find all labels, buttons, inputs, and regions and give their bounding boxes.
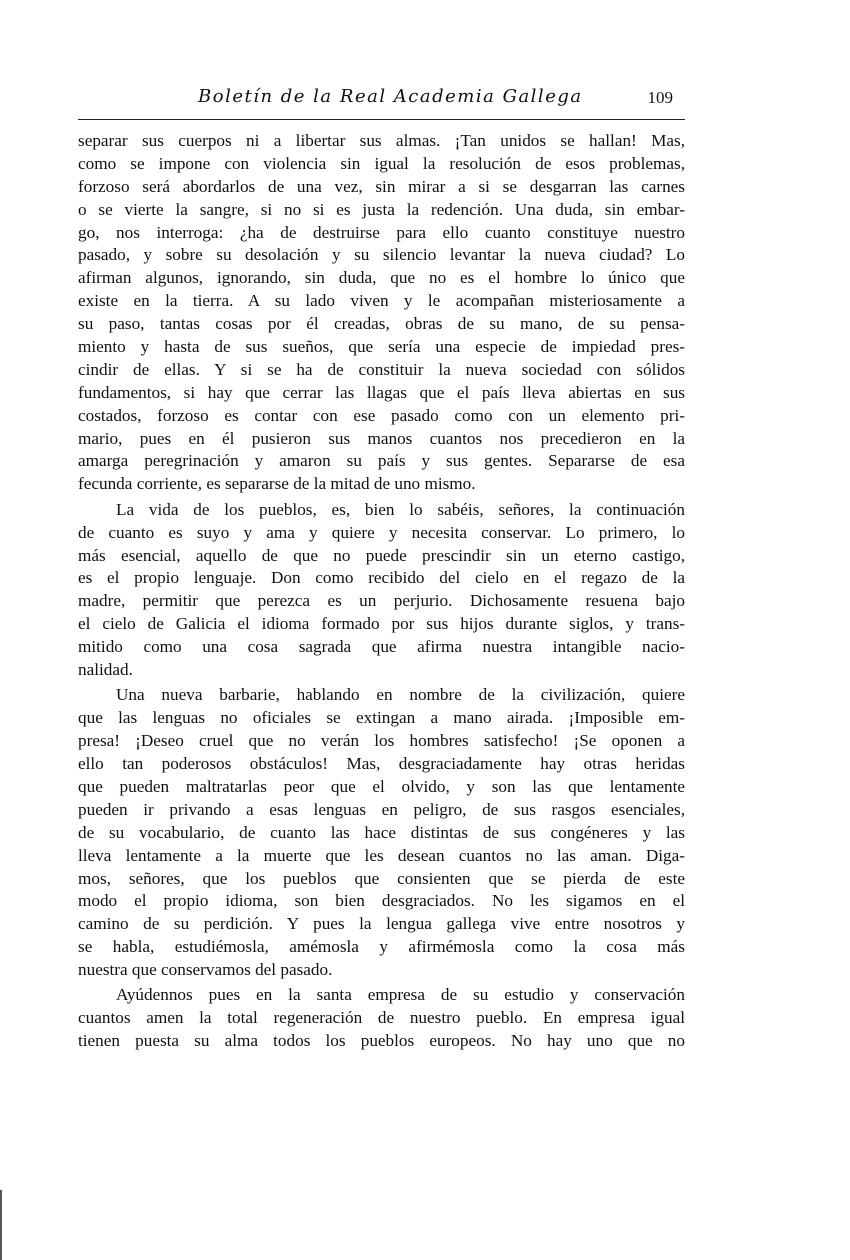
text-line: Ayúdennos pues en la santa empresa de su estudio y conservación bbox=[116, 985, 685, 1005]
paragraph bbox=[78, 984, 685, 1053]
text-line: de su vocabulario, de cuanto las hace distintas de sus congéneres y las bbox=[78, 822, 685, 842]
text-line: madre, permitir que perezca es un perjurio. Dichosamente resuena bajo bbox=[78, 591, 685, 611]
text-line: costados, forzoso es contar con ese pasado como con un elemento pri- bbox=[78, 405, 685, 425]
text-line: ello tan poderosos obstáculos! Mas, desgraciadamente hay otras heridas bbox=[78, 754, 685, 774]
text-line: Una nueva barbarie, hablando en nombre de la civilización, quiere bbox=[116, 685, 685, 705]
running-title: Boletín de la Real Academia Gallega bbox=[198, 86, 583, 107]
paragraph bbox=[78, 499, 685, 682]
text-line: cuantos amen la total regeneración de nuestro pueblo. En empresa igual bbox=[78, 1008, 685, 1028]
text-line: amarga peregrinación y amaron su país y sus gentes. Separarse de esa bbox=[78, 451, 685, 471]
header-rule bbox=[78, 119, 685, 120]
page-number: 109 bbox=[647, 88, 673, 107]
text-line: tienen puesta su alma todos los pueblos europeos. No hay uno que no bbox=[78, 1031, 685, 1051]
text-line: cindir de ellas. Y si se ha de constituir la nueva sociedad con sólidos bbox=[78, 359, 685, 379]
text-line: separar sus cuerpos ni a libertar sus almas. ¡Tan unidos se hallan! Mas, bbox=[78, 131, 685, 150]
text-line: forzoso será abordarlos de una vez, sin mirar a si se desgarran las carnes bbox=[78, 176, 685, 196]
text-line: se habla, estudiémosla, amémosla y afirmémosla como la cosa más bbox=[78, 937, 685, 957]
text-line: mitido como una cosa sagrada que afirma nuestra intangible nacio- bbox=[78, 637, 685, 657]
page-body bbox=[78, 130, 685, 1056]
text-line: pueden ir privando a esas lenguas en peligro, de sus rasgos esenciales, bbox=[78, 799, 685, 819]
text-line: que pueden maltratarlas peor que el olvido, y son las que lentamente bbox=[78, 776, 685, 796]
paragraph bbox=[78, 684, 685, 982]
text-line: de cuanto es suyo y ama y quiere y necesita conservar. Lo primero, lo bbox=[78, 522, 685, 542]
text-line: afirman algunos, ignorando, sin duda, que no es el hombre lo único que bbox=[78, 268, 685, 288]
text-line: fundamentos, si hay que cerrar las llagas que el país lleva abiertas en sus bbox=[78, 382, 685, 402]
scan-edge-mark bbox=[0, 1190, 2, 1260]
text-line: La vida de los pueblos, es, bien lo sabéis, señores, la continuación bbox=[116, 499, 685, 519]
text-line: existe en la tierra. A su lado viven y le acompañan misteriosamente a bbox=[78, 291, 685, 311]
text-line: el cielo de Galicia el idioma formado por sus hijos durante siglos, y trans- bbox=[78, 614, 685, 634]
text-line: camino de su perdición. Y pues la lengua gallega vive entre nosotros y bbox=[78, 914, 685, 934]
text-line: es el propio lenguaje. Don como recibido del cielo en el regazo de la bbox=[78, 568, 685, 588]
text-line: lleva lentamente a la muerte que les desean cuantos no las aman. Diga- bbox=[78, 845, 685, 865]
text-line: pasado, y sobre su desolación y su silencio levantar la nueva ciudad? Lo bbox=[78, 245, 685, 265]
text-line: go, nos interroga: ¿ha de destruirse para ello cuanto constituye nuestro bbox=[78, 222, 685, 242]
text-line: su paso, tantas cosas por él creadas, obras de su mano, de su pensa- bbox=[78, 314, 685, 334]
text-line: nalidad. bbox=[78, 659, 133, 679]
text-line: modo el propio idioma, son bien desgraciados. No les sigamos en el bbox=[78, 891, 685, 911]
text-line: miento y hasta de sus sueños, que sería una especie de impiedad pres- bbox=[78, 337, 685, 357]
text-line: mario, pues en él pusieron sus manos cuantos nos precedieron en la bbox=[78, 428, 685, 448]
text-line: nuestra que conservamos del pasado. bbox=[78, 960, 333, 980]
text-line: como se impone con violencia sin igual la resolución de esos problemas, bbox=[78, 153, 685, 173]
text-line: mos, señores, que los pueblos que consienten que se pierda de este bbox=[78, 868, 685, 888]
text-line: o se vierte la sangre, si no si es justa la redención. Una duda, sin embar- bbox=[78, 199, 685, 219]
running-header bbox=[78, 86, 685, 116]
text-line: fecunda corriente, es separarse de la mitad de uno mismo. bbox=[78, 474, 476, 494]
paragraph bbox=[78, 130, 685, 496]
text-line: presa! ¡Deseo cruel que no verán los hombres satisfecho! ¡Se oponen a bbox=[78, 731, 685, 751]
text-line: más esencial, aquello de que no puede prescindir sin un eterno castigo, bbox=[78, 545, 685, 565]
text-line: que las lenguas no oficiales se extingan a mano airada. ¡Imposible em- bbox=[78, 708, 685, 728]
